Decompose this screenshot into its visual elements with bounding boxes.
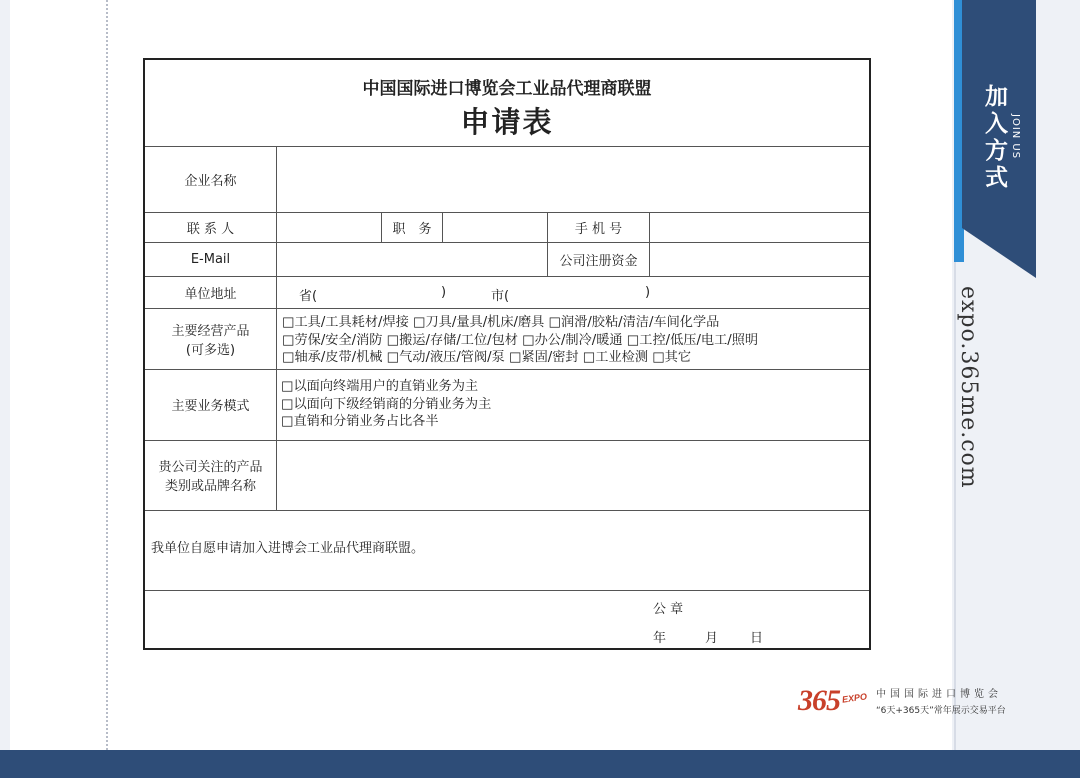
company-name-label: 企业名称 (184, 173, 237, 189)
focus-label (145, 440, 276, 510)
product-options[interactable] (282, 314, 867, 367)
website-url: expo.365me.com (956, 286, 981, 489)
contact-input[interactable] (277, 212, 381, 242)
city-label: 市( (491, 289, 510, 304)
expo-logo-text: EXPO (841, 691, 868, 705)
capital-input[interactable] (650, 242, 869, 276)
email-input[interactable] (277, 242, 547, 276)
expo-logo-number: 365 (798, 684, 840, 717)
address-label: 单位地址 (184, 286, 237, 302)
products-label-line1: 主要经营产品 (171, 323, 250, 339)
bottom-bar (0, 750, 1080, 778)
position-input[interactable] (443, 212, 547, 242)
mobile-label: 手 机 号 (574, 221, 623, 237)
company-name-input[interactable] (277, 146, 869, 212)
business-mode-label: 主要业务模式 (171, 399, 250, 414)
business-options[interactable] (281, 378, 866, 431)
row-divider (145, 590, 869, 591)
province-close: ) (441, 285, 447, 300)
form-org-title: 中国国际进口博览会工业品代理商联盟 (362, 79, 652, 99)
product-option-row[interactable]: □轴承/皮带/机械 □气动/液压/管阀/泵 □紧固/密封 □工业检测 □其它 (282, 350, 692, 365)
capital-label: 公司注册资金 (559, 253, 638, 269)
row-divider (145, 510, 869, 511)
join-title: 加入方式 (981, 84, 1007, 192)
product-option-row[interactable]: □工具/工具耗材/焊接 □刀具/量具/机床/磨具 □润滑/胶粘/清洁/车间化学品 (282, 315, 720, 330)
seal-label: 公 章 (653, 602, 684, 617)
contact-label: 联 系 人 (186, 221, 235, 237)
join-subtitle: JOIN US (1010, 114, 1021, 160)
email-label: E-Mail (190, 251, 231, 267)
date-year: 年 (653, 631, 667, 646)
brand-name: 中国国际进口博览会 (876, 689, 1002, 700)
business-option[interactable]: □直销和分销业务占比各半 (281, 414, 439, 429)
position-label: 职 务 (392, 221, 432, 237)
products-label (145, 308, 276, 369)
focus-label-line1: 贵公司关注的产品 (158, 460, 263, 475)
province-label: 省( (299, 289, 318, 304)
left-margin-strip (0, 0, 10, 778)
business-option[interactable]: □以面向终端用户的直销业务为主 (281, 379, 479, 394)
date-day: 日 (750, 631, 764, 646)
product-option-row[interactable]: □劳保/安全/消防 □搬运/存储/工位/包材 □办公/制冷/暖通 □工控/低压/电工/照明 (282, 332, 759, 348)
focus-label-line2: 类别或品牌名称 (164, 479, 256, 494)
application-form (143, 58, 871, 650)
form-title: 申请表 (460, 105, 554, 139)
mobile-input[interactable] (650, 212, 869, 242)
date-month: 月 (705, 631, 719, 646)
focus-input[interactable] (277, 440, 869, 510)
dotted-binding-line (106, 0, 108, 778)
declaration-text: 我单位自愿申请加入进博会工业品代理商联盟。 (151, 541, 425, 556)
business-option[interactable]: □以面向下级经销商的分销业务为主 (281, 396, 492, 412)
products-label-line2: (可多选) (185, 342, 236, 358)
city-close: ) (645, 285, 651, 300)
brand-slogan: “6天+365天”常年展示交易平台 (876, 706, 1006, 716)
